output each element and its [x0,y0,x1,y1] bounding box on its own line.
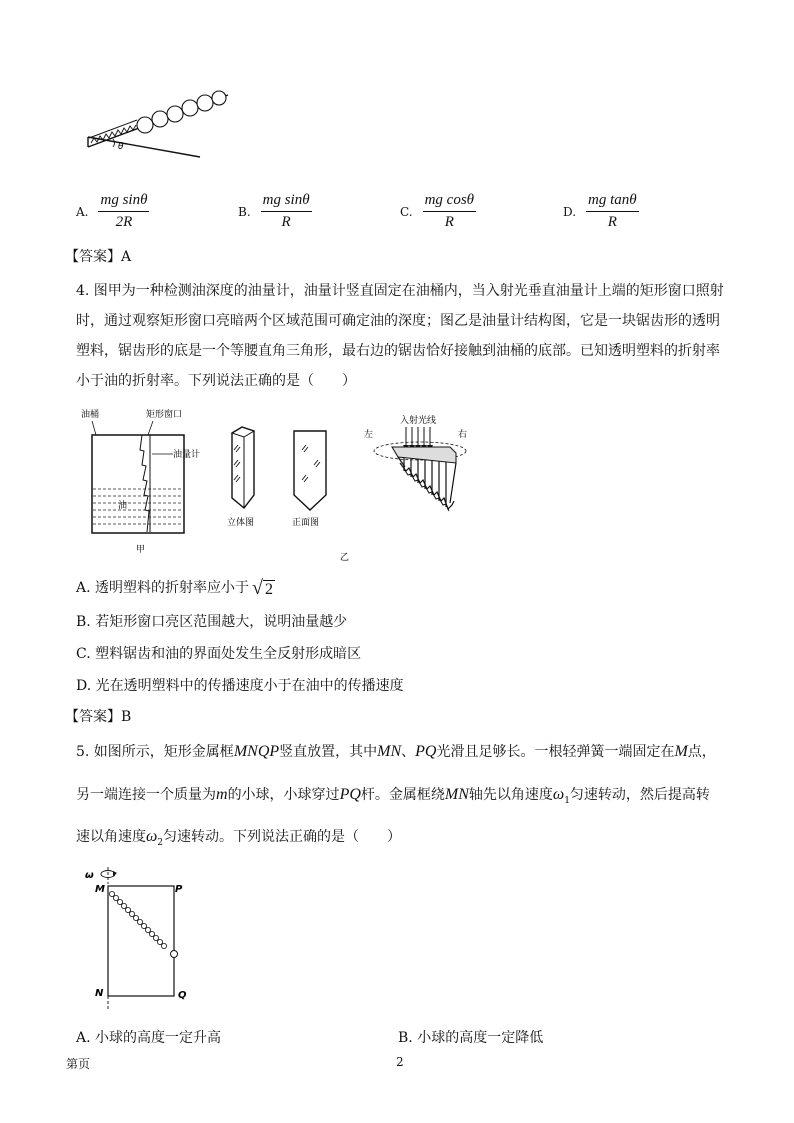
q4-option-d[interactable]: D. 光在透明塑料中的传播速度小于在油中的传播速度 [76,678,404,694]
label-jia: 甲 [136,545,146,555]
q5-line-2: 另一端连接一个质量为m的小球，小球穿过PQ杆。金属框绕MN轴先以角速度$\omega_1$匀速转动，然后提高转 [76,786,710,806]
label-Q: Q [178,990,187,1001]
label-omega: ω [85,870,94,881]
label-N: N [95,988,104,999]
q4-answer: 【答案】B [65,709,132,725]
q3-incline-figure [85,85,235,160]
label-oil: 油 [118,501,128,511]
q4-figure-jia [80,405,230,555]
q3-option-d[interactable]: D. $\frac{\text{mg tanθ}}{R}$ [563,192,637,230]
q5-line-1: 5. 如图所示，矩形金属框MNQP竖直放置，其中MN、PQ光滑且足够长。一根轻弹簧一端固定在M点， [76,743,716,760]
q3-option-c[interactable]: C. $\frac{\text{mg cosθ}}{R}$ [400,192,475,230]
q5-option-a[interactable]: A. 小球的高度一定升高 [76,1030,222,1046]
q4-option-b[interactable]: B. 若矩形窗口亮区范围越大，说明油量越少 [76,614,348,630]
label-P: P [175,884,183,895]
label-gauge: 油量计 [173,450,201,460]
q3-option-d-fraction: $\frac{\text{mg tanθ}}{R}$ [588,192,637,230]
label-incident: 入射光线 [400,416,437,426]
sqrt-symbol: √ 2 [252,577,273,599]
q3-option-a[interactable]: A. $\frac{\text{mg sinθ}}{2R}$ [76,192,148,230]
q3-option-c-fraction: $\frac{\text{mg cosθ}}{R}$ [424,192,475,230]
label-M: M [95,884,105,895]
page-number: 2 [396,1055,404,1069]
q4-question-text: 4. 图甲为一种检测油深度的油量计，油量计竖直固定在油桶内，当入射光垂直油量计上端的矩形窗口照射 时，通过观察矩形窗口亮暗两个区域范围可确定油的深度；图乙是油量计结构图，它是一块锯齿形的透明 塑料，锯齿形的底是一个等腰直角三角形，最右边的锯齿恰好接触到油桶的底部。已知透明塑料的折射率 小于油的折射率。下列说法正确的是（ ） [76,283,724,389]
q3-theta-label: θ [118,142,124,152]
label-window: 矩形窗口 [146,410,183,420]
q4-figure-yi [222,420,362,565]
ball [171,951,178,958]
q3-option-a-fraction: $\frac{\text{mg sinθ}}{2R}$ [100,192,148,230]
q4-figure-sawtooth [360,405,490,530]
footer-left: 第页 [66,1057,91,1071]
label-tank: 油桶 [81,410,100,420]
q4-option-a[interactable]: A. 透明塑料的折射率应小于 √ 2 [76,577,273,599]
label-front: 正面图 [292,518,320,528]
q3-option-b[interactable]: B. $\frac{\text{mg sinθ}}{R}$ [238,192,310,230]
q5-option-b[interactable]: B. 小球的高度一定降低 [398,1030,544,1046]
label-right: 右 [458,430,468,440]
q3-answer: 【答案】A [65,249,132,265]
label-yi: 乙 [340,553,350,563]
q3-option-b-fraction: $\frac{\text{mg sinθ}}{R}$ [262,192,310,230]
label-3d: 立体图 [227,518,255,528]
q5-frame-figure [85,862,200,1012]
q4-option-c[interactable]: C. 塑料锯齿和油的界面处发生全反射形成暗区 [76,646,362,662]
q5-line-3: 速以角速度$\omega_2$匀速转动。下列说法正确的是（ ） [76,828,402,848]
label-left: 左 [364,430,374,440]
